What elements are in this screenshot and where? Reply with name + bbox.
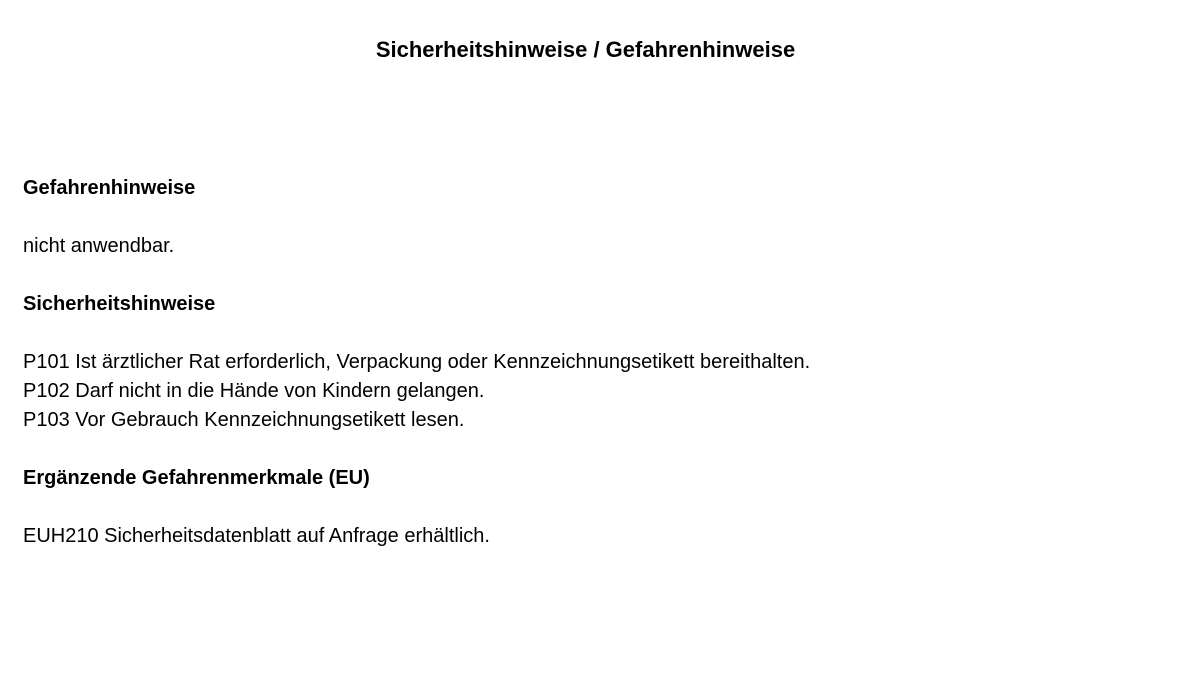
statement-line: EUH210 Sicherheitsdatenblatt auf Anfrage erhältlich. [23,525,490,547]
document-body [23,174,1173,551]
statement-line: P101 Ist ärztlicher Rat erforderlich, Verpackung oder Kennzeichnungsetikett bereithalten. [23,351,811,373]
section-heading: Sicherheitshinweise [23,293,216,315]
section-ergaenzende-gefahrenmerkmale [23,464,1173,551]
statement-list [23,348,1173,435]
section-gefahrenhinweise [23,174,1173,261]
spacer [23,319,1173,348]
spacer [23,261,1173,290]
section-heading: Gefahrenhinweise [23,177,196,199]
statement-list [23,522,1173,551]
statement-line: P103 Vor Gebrauch Kennzeichnungsetikett lesen. [23,409,465,431]
page-title: Sicherheitshinweise / Gefahrenhinweise [375,37,796,62]
statement-list [23,232,1173,261]
spacer [23,203,1173,232]
statement-line: nicht anwendbar. [23,235,175,257]
spacer [23,493,1173,522]
section-heading: Ergänzende Gefahrenmerkmale (EU) [23,467,370,489]
spacer [23,435,1173,464]
section-sicherheitshinweise [23,290,1173,435]
statement-line: P102 Darf nicht in die Hände von Kindern gelangen. [23,380,485,402]
